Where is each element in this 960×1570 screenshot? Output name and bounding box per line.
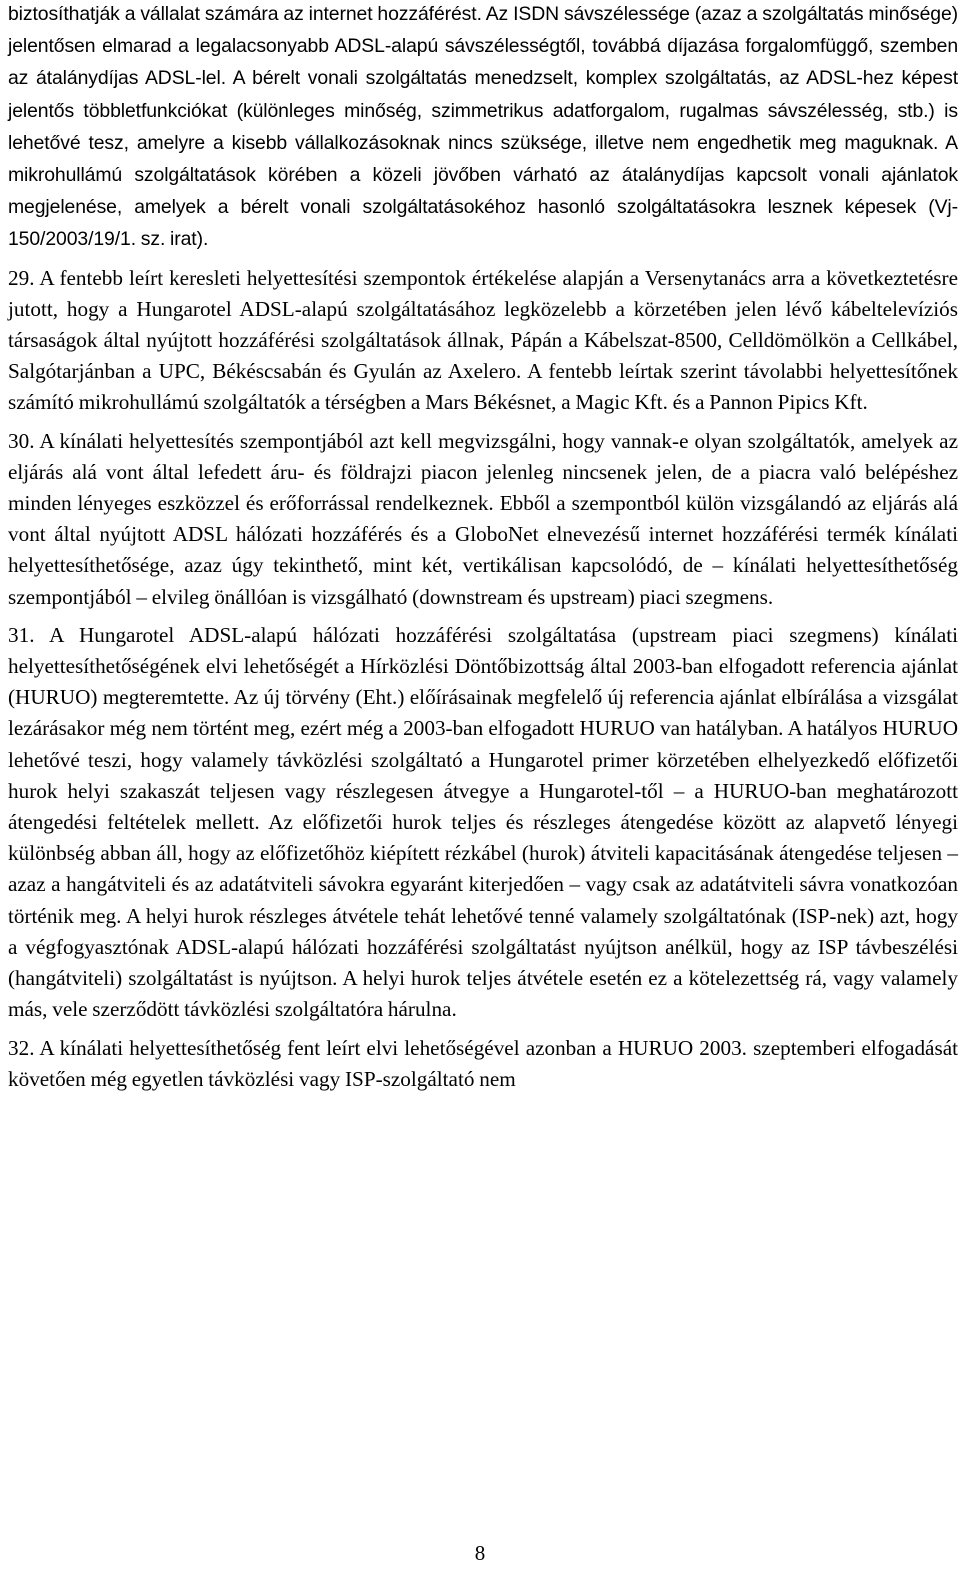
- paragraph-text: A kínálati helyettesíthetőség fent leírt elvi lehetőségével azonban a HURUO 2003. szeptemberi elfogadását követően még egyetlen távközlési vagy ISP-szolgáltató nem: [8, 1035, 958, 1091]
- paragraph-30: [8, 426, 958, 613]
- intro-paragraph: [8, 0, 958, 256]
- paragraph-number: 31.: [8, 622, 35, 647]
- document-page: [8, 0, 958, 1095]
- paragraph-32: [8, 1033, 958, 1095]
- paragraph-text: A Hungarotel ADSL-alapú hálózati hozzáférési szolgáltatása (upstream piaci szegmens) kínálati helyettesíthetőségének elvi lehetőségét a Hírközlési Döntőbizottság által 2003-ban elfogadott referencia ajánlat (HURUO) megteremtette. Az új törvény (Eht.) előírásainak megfelelő új referencia ajánlat elbírálása a vizsgálat lezárásakor még nem történt meg, ezért még a 2003-ban elfogadott HURUO van hatályban. A hatályos HURUO lehetővé teszi, hogy valamely távközlési szolgáltató a Hungarotel primer körzetében elhelyezkedő előfizetői hurok helyi szakaszát teljesen vagy részlegesen átvegye a Hungarotel-től – a HURUO-ban meghatározott átengedési feltételek mellett. Az előfizetői hurok teljes és részleges átengedése között az alapvető lényegi különbség abban áll, hogy az előfizetőhöz kiépített rézkábel (hurok) átviteli kapacitásának átengedése teljesen – azaz a hangátviteli és az adatátviteli sávokra egyaránt kiterjedően – vagy csak az adatátviteli sávra vonatkozóan történik meg. A helyi hurok részleges átvétele tehát lehetővé tenné valamely szolgáltatónak (ISP-nek) azt, hogy a végfogyasztónak ADSL-alapú hálózati hozzáférési szolgáltatást nyújtson anélkül, hogy az ISP távbeszélési (hangátviteli) szolgáltatást is nyújtson. A helyi hurok teljes átvétele esetén ez a kötelezettség rá, vagy valamely más, vele szerződött távközlési szolgáltatóra hárulna.: [8, 622, 958, 1022]
- paragraph-29: [8, 263, 958, 419]
- paragraph-text: A kínálati helyettesítés szempontjából azt kell megvizsgálni, hogy vannak-e olyan szolgáltatók, amelyek az eljárás alá vont által lefedett áru- és földrajzi piacon jelenleg nincsenek jelen, de a piacra való belépéshez minden lényeges eszközzel és erőforrással rendelkeznek. Ebből a szempontból külön vizsgálandó az eljárás alá vont által nyújtott ADSL hálózati hozzáférés és a GloboNet elnevezésű internet hozzáférési termék kínálati helyettesíthetősége, azaz úgy tekinthető, mint két, vertikálisan kapcsolódó, de – kínálati helyettesíthetőség szempontjából – elvileg önállóan is vizsgálható (downstream és upstream) piaci szegmens.: [8, 428, 958, 609]
- paragraph-text: A fentebb leírt keresleti helyettesítési szempontok értékelése alapján a Versenytanács arra a következtetésre jutott, hogy a Hungarotel ADSL-alapú szolgáltatásához legközelebb a körzetében jelen lévő kábeltelevíziós társaságok által nyújtott hozzáférési szolgáltatások állnak, Pápán a Kábelszat-8500, Celldömölkön a Cellkábel, Salgótarjánban a UPC, Békéscsabán és Gyulán az Axelero. A fentebb leírtak szerint távolabbi helyettesítőnek számító mikrohullámú szolgáltatók a térségben a Mars Békésnet, a Magic Kft. és a Pannon Pipics Kft.: [8, 265, 958, 415]
- intro-text: biztosíthatják a vállalat számára az internet hozzáférést. Az ISDN sávszélessége (azaz a szolgáltatás minősége) jelentősen elmarad a legalacsonyabb ADSL-alapú sávszélességtől, továbbá díjazása forgalomfüggő, szemben az átalánydíjas ADSL-lel. A bérelt vonali szolgáltatás menedzselt, komplex szolgáltatás, az ADSL-hez képest jelentős többletfunkciókat (különleges minőség, szimmetrikus adatforgalom, rugalmas sávszélesség, stb.) is lehetővé tesz, amelyre a kisebb vállalkozásoknak nincs szüksége, illetve nem engedhetik meg maguknak. A mikrohullámú szolgáltatások körében a közeli jövőben várható az átalánydíjas kapcsolt vonali ajánlatok megjelenése, amelyek a bérelt vonali szolgáltatásokéhoz hasonló szolgáltatásokra lesznek képesek (Vj-150/2003/19/1. sz. irat).: [8, 3, 958, 251]
- paragraph-31: [8, 620, 958, 1026]
- page-number: 8: [474, 1541, 486, 1565]
- paragraph-number: 29.: [8, 265, 35, 290]
- paragraph-number: 30.: [8, 428, 35, 453]
- paragraph-number: 32.: [8, 1035, 35, 1060]
